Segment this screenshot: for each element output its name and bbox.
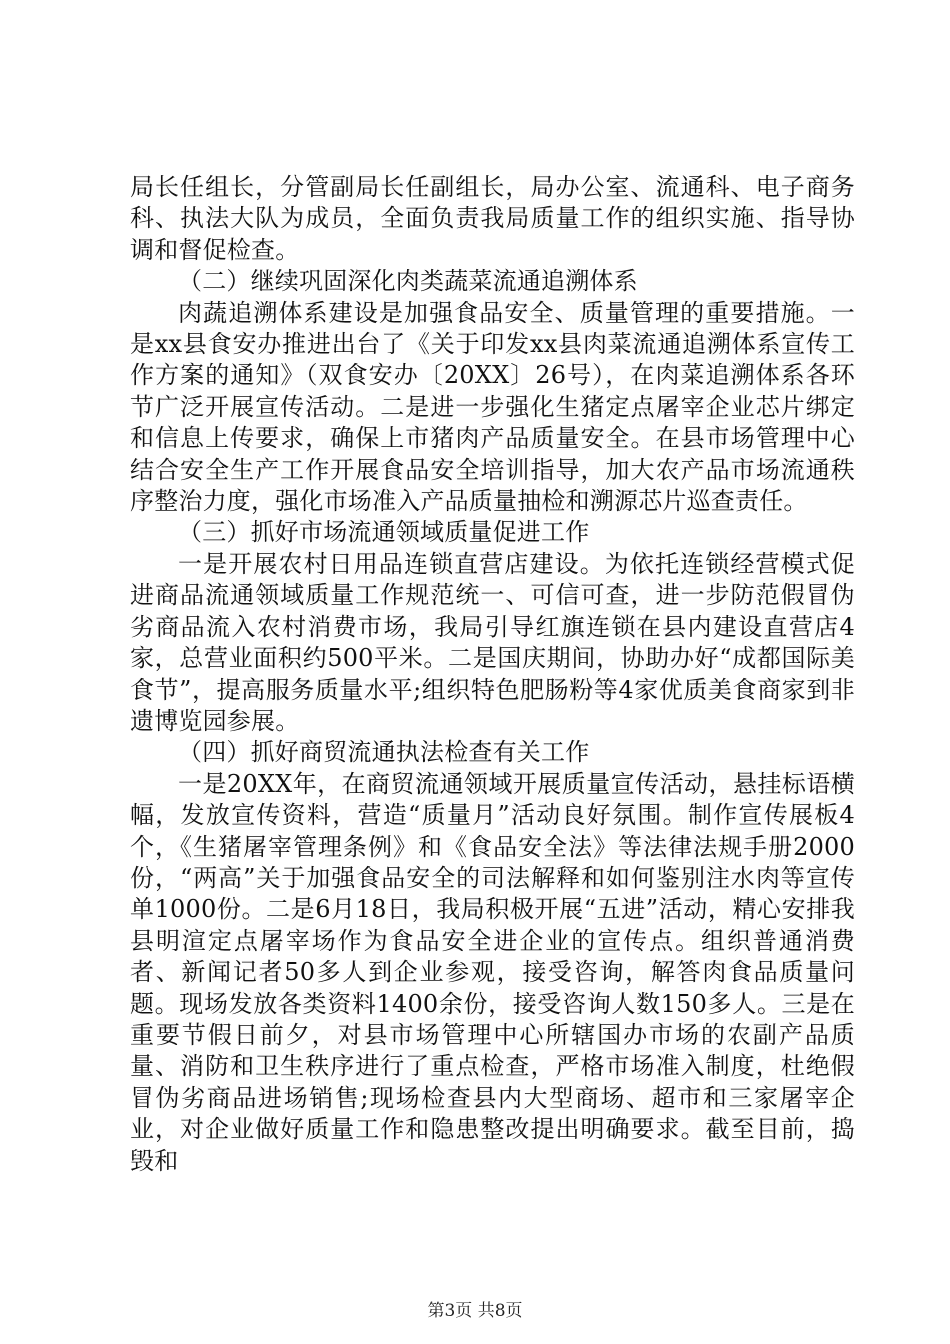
section-heading-3: （三）抓好市场流通领域质量促进工作 — [178, 518, 590, 547]
document-page — [130, 172, 855, 1177]
section-heading-4: （四）抓好商贸流通执法检查有关工作 — [178, 738, 590, 767]
paragraph-traceability: 肉蔬追溯体系建设是加强食品安全、质量管理的重要措施。一是xx县食安办推进出台了《关于印发xx县肉菜流通追溯体系宣传工作方案的通知》（双食安办〔20XX〕26号），在肉菜追溯体系各环节广泛开展宣传活动。二是进一步强化生猪定点屠宰企业芯片绑定和信息上传要求，确保上市猪肉产品质量安全。在县市场管理中心结合安全生产工作开展食品安全培训指导，加大农产品市场流通秩序整治力度，强化市场准入产品质量抽检和溯源芯片巡查责任。 — [130, 298, 855, 516]
section-heading-2: （二）继续巩固深化肉类蔬菜流通追溯体系 — [178, 267, 638, 296]
page-footer: 第3页 共8页 — [427, 1301, 523, 1321]
paragraph-market-quality: 一是开展农村日用品连锁直营店建设。为依托连锁经营模式促进商品流通领域质量工作规范统一、可信可查，进一步防范假冒伪劣商品流入农村消费市场，我局引导红旗连锁在县内建设直营店4家，总营业面积约500平米。二是国庆期间，协助办好“成都国际美食节”，提高服务质量水平;组织特色肥肠粉等4家优质美食商家到非遗博览园参展。 — [130, 549, 855, 735]
paragraph-continuation: 局长任组长，分管副局长任副组长，局办公室、流通科、电子商务科、执法大队为成员，全面负责我局质量工作的组织实施、指导协调和督促检查。 — [130, 173, 855, 264]
paragraph-enforcement: 一是20XX年，在商贸流通领域开展质量宣传活动，悬挂标语横幅，发放宣传资料，营造“质量月”活动良好氛围。制作宣传展板4个，《生猪屠宰管理条例》和《食品安全法》等法律法规手册2000份，“两高”关于加强食品安全的司法解释和如何鉴别注水肉等宣传单1000份。二是6月18日，我局积极开展“五进”活动，精心安排我县明渲定点屠宰场作为食品安全进企业的宣传点。组织普通消费者、新闻记者50多人到企业参观，接受咨询，解答肉食品质量问题。现场发放各类资料1400余份，接受咨询人数150多人。三是在重要节假日前夕，对县市场管理中心所辖国办市场的农副产品质量、消防和卫生秩序进行了重点检查，严格市场准入制度，杜绝假冒伪劣商品进场销售;现场检查县内大型商场、超市和三家屠宰企业，对企业做好质量工作和隐患整改提出明确要求。截至目前，捣毁和 — [130, 769, 855, 1175]
